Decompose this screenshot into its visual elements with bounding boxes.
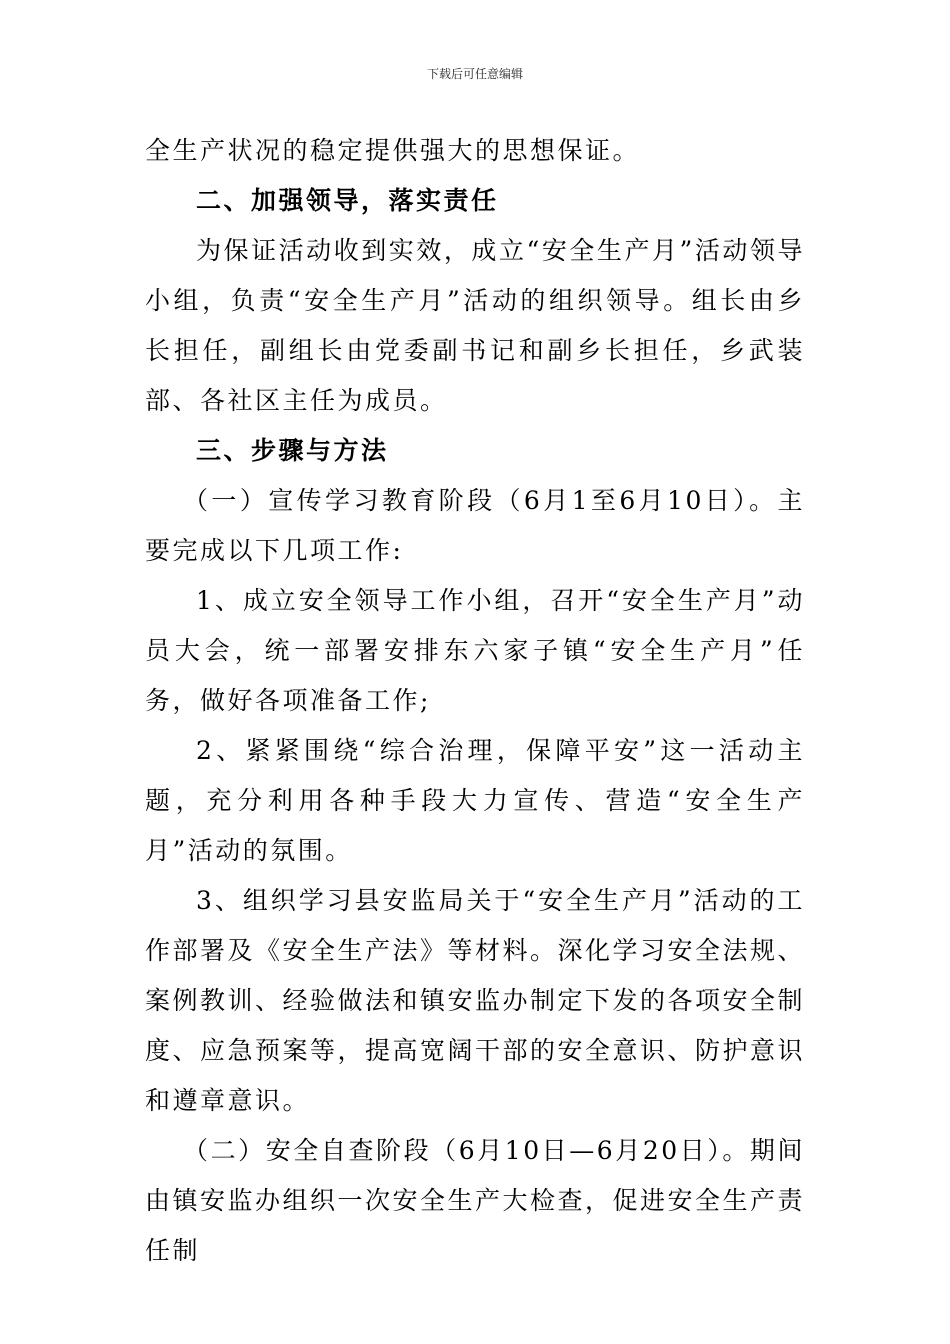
paragraph-item-1: 1、成立安全领导工作小组，召开“安全生产月”动员大会，统一部署安排东六家子镇“安全生产月”任务，做好各项准备工作; <box>145 586 805 715</box>
paragraph-leadership-group: 为保证活动收到实效，成立“安全生产月”活动领导小组，负责“安全生产月”活动的组织领导。组长由乡长担任，副组长由党委副书记和副乡长担任，乡武装部、各社区主任为成员。 <box>145 236 805 415</box>
document-body <box>145 126 805 1276</box>
paragraph-phase-two: （二）安全自查阶段（6月10日—6月20日）。期间由镇安监办组织一次安全生产大检查，促进安全生产责任制 <box>145 1136 806 1265</box>
section-heading-leadership: 二、加强领导，落实责任 <box>196 186 499 215</box>
paragraph-phase-one: （一）宣传学习教育阶段（6月1至6月10日）。主要完成以下几项工作: <box>145 486 805 565</box>
section-heading-steps: 三、步骤与方法 <box>196 436 389 465</box>
page-header: 下载后可任意编辑 <box>426 67 523 81</box>
paragraph-item-3: 3、组织学习县安监局关于“安全生产月”活动的工作部署及《安全生产法》等材料。深化学习安全法规、案例教训、经验做法和镇安监办制定下发的各项安全制度、应急预案等，提高宽阔干部的安全意识、防护意识和遵章意识。 <box>145 886 806 1115</box>
paragraph-continuation: 全生产状况的稳定提供强大的思想保证。 <box>145 136 641 165</box>
paragraph-item-2: 2、紧紧围绕“综合治理，保障平安”这一活动主题，充分利用各种手段大力宣传、营造“安全生产月”活动的氛围。 <box>145 736 805 865</box>
